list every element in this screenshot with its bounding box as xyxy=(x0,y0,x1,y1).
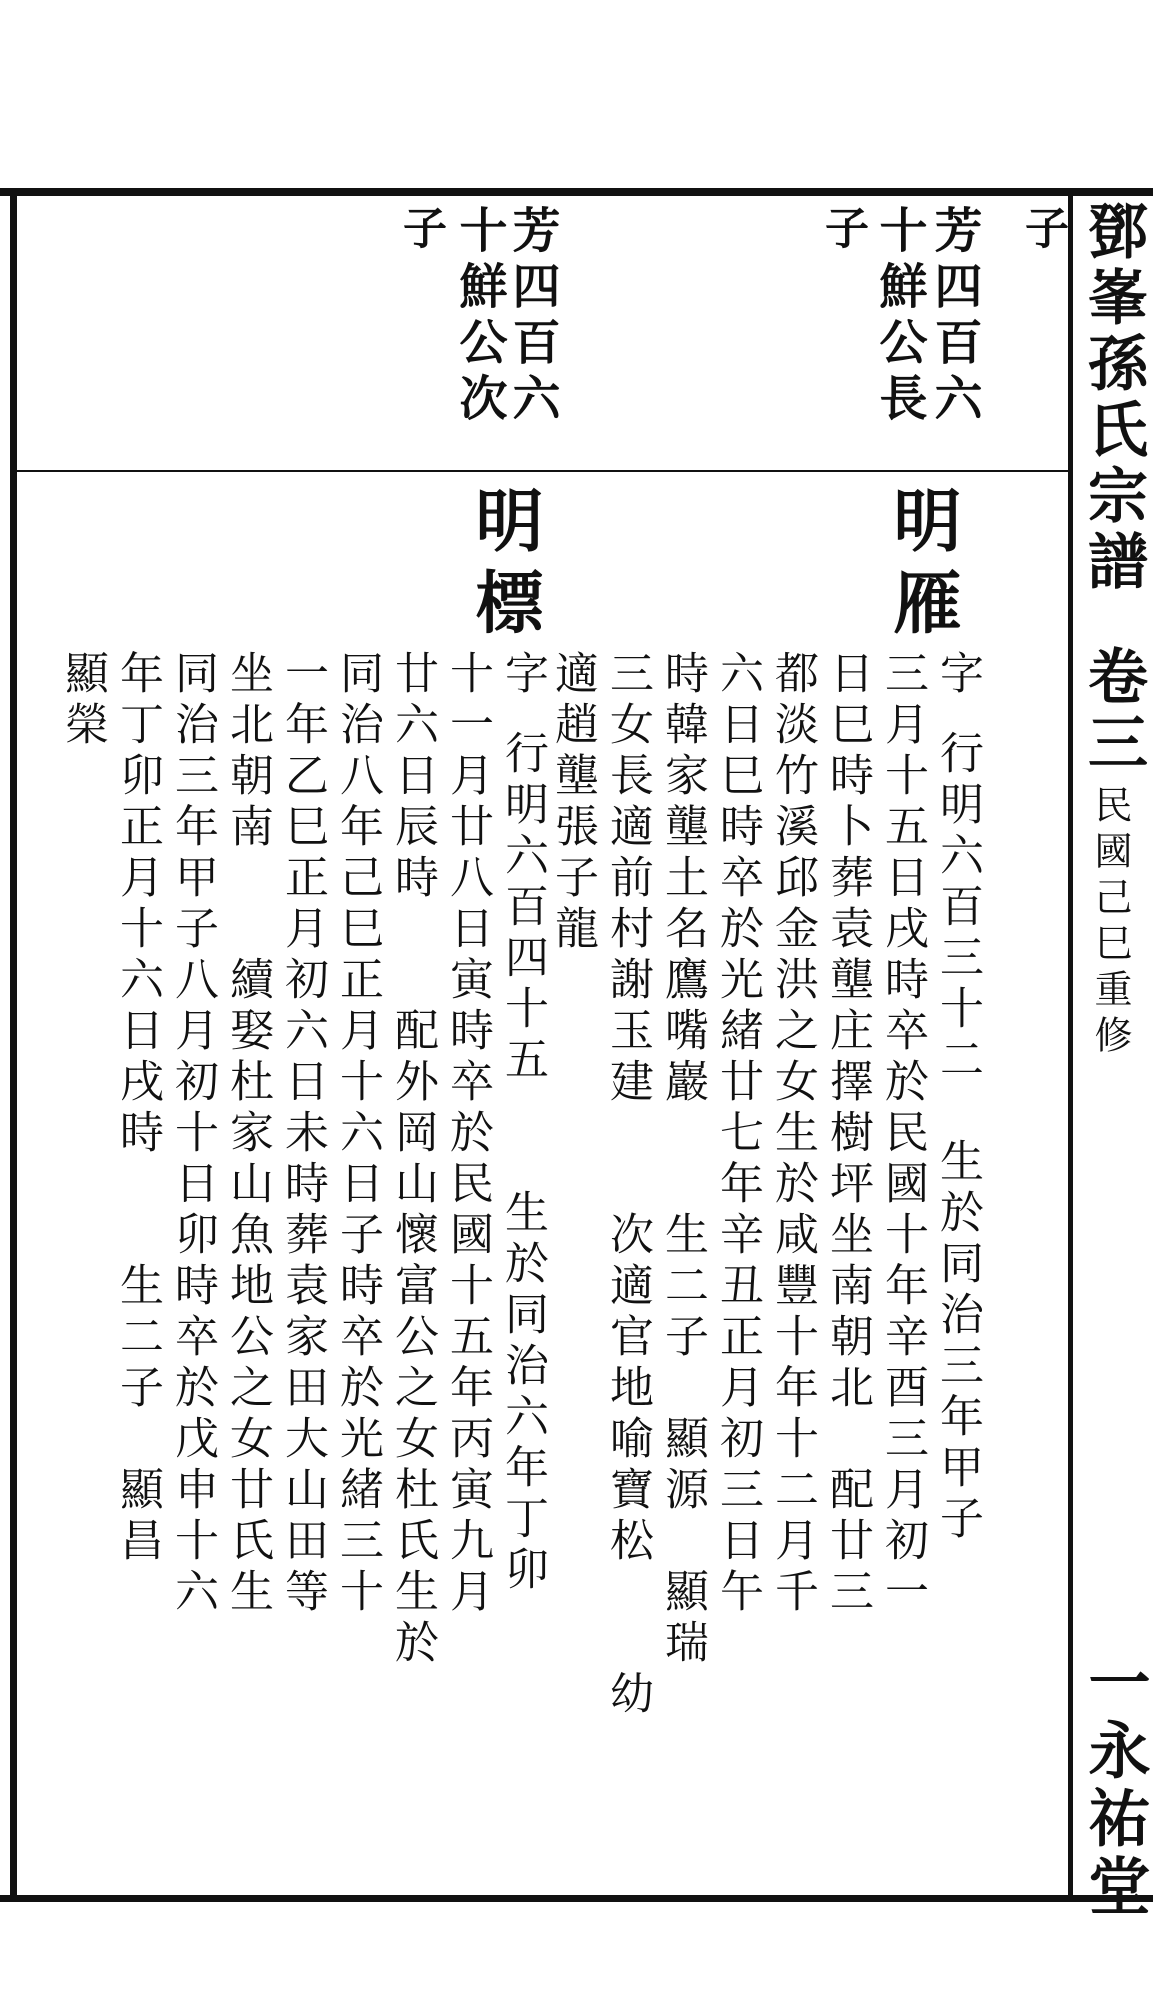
margin-title: 鄧峯孫氏宗譜 xyxy=(1078,200,1148,596)
register-col-4: 子 xyxy=(817,205,868,257)
name-ming-biao: 明標 xyxy=(464,485,544,649)
entry1-col-5: 都淡竹溪邱金洪之女生於咸豐十年十二月千 xyxy=(767,650,818,1619)
entry1-col-8: 三女長適前村謝玉建 次適官地喻寶松 幼 xyxy=(602,650,653,1721)
entry1-col-2: 行明六百三十二 生於同治三年甲子 xyxy=(932,730,983,1546)
register-col-7: 子 xyxy=(395,205,446,257)
entry1-col-9: 適趙壟張子龍 xyxy=(547,650,598,956)
entry2-col-1: 字 xyxy=(497,650,548,701)
register-col-3: 十鮮公長 xyxy=(871,205,927,429)
register-col-1: 子 xyxy=(1017,205,1068,257)
bottom-border xyxy=(0,1895,1153,1902)
margin-divider xyxy=(1068,188,1073,1902)
margin-hall: 一永祐堂 xyxy=(1078,1650,1151,1922)
register-col-6: 十鮮公次 xyxy=(451,205,507,429)
margin-strip xyxy=(1075,195,1153,1922)
entry1-col-4: 日巳時卜葬袁壟庄擇樹坪坐南朝北 配廿三 xyxy=(822,650,873,1619)
margin-edition: 民國己巳重修 xyxy=(1088,785,1132,1061)
entry2-col-5: 同治八年己巳正月十六日子時卒於光緒三十 xyxy=(332,650,383,1619)
entry2-col-7: 坐北朝南 續娶杜家山魚地公之女廿氏生 xyxy=(222,650,273,1619)
entry1-col-1: 字 xyxy=(932,650,983,701)
register-col-2: 芳四百六 xyxy=(926,205,982,429)
left-border xyxy=(10,188,17,1902)
register-col-5: 芳四百六 xyxy=(504,205,560,429)
entry2-col-3: 十一月廿八日寅時卒於民國十五年丙寅九月 xyxy=(442,650,493,1619)
entry2-col-9: 年丁卯正月十六日戌時 生二子 顯昌 xyxy=(112,650,163,1568)
entry2-col-10: 顯榮 xyxy=(57,650,108,752)
top-border xyxy=(0,188,1153,196)
entry2-col-4: 廿六日辰時 配外岡山懷富公之女杜氏生於 xyxy=(387,650,438,1670)
entry2-col-6: 一年乙巳正月初六日未時葬袁家田大山田等 xyxy=(277,650,328,1619)
entry1-col-3: 三月十五日戌時卒於民國十年辛酉三月初一 xyxy=(877,650,928,1619)
entry2-col-2: 行明六百四十五 生於同治六年丁卯 xyxy=(497,730,548,1597)
name-ming-yan: 明雁 xyxy=(882,485,962,649)
entry1-col-6: 六日巳時卒於光緒廿七年辛丑正月初三日午 xyxy=(712,650,763,1619)
register-divider xyxy=(17,470,1068,472)
entry1-col-7: 時韓家壟土名鷹嘴巖 生二子 顯源 顯瑞 xyxy=(657,650,708,1670)
entry2-col-8: 同治三年甲子八月初十日卯時卒於戊申十六 xyxy=(167,650,218,1619)
margin-volume: 卷三 xyxy=(1078,645,1148,777)
